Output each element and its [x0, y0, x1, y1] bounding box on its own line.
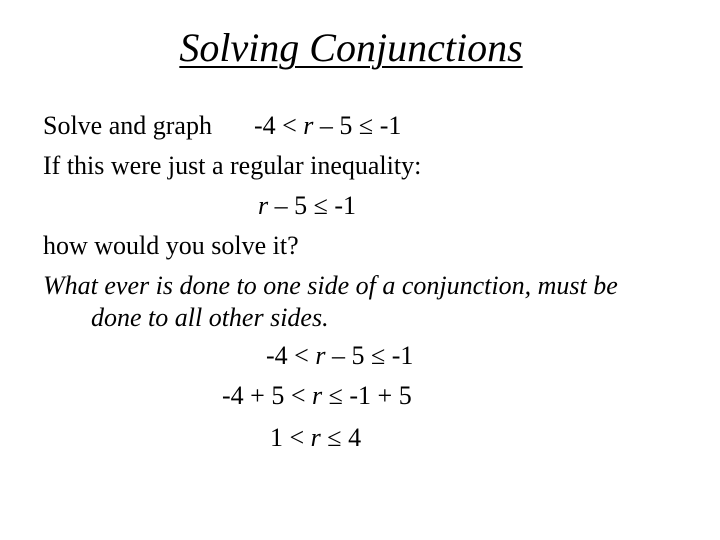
solve-question: how would you solve it? — [43, 231, 299, 260]
step-2-right: ≤ -1 + 5 — [322, 381, 412, 410]
step-3-right: ≤ 4 — [320, 423, 362, 452]
regular-inequality — [258, 191, 356, 221]
problem-variable: r — [303, 111, 314, 140]
rule-line-1: What ever is done to one side of a conjunction, must be — [43, 271, 618, 300]
slide-title — [0, 24, 702, 72]
rule-line-2: done to all other sides. — [91, 303, 329, 332]
step-2-variable: r — [311, 381, 323, 410]
step-2-left: -4 + 5 < — [222, 381, 312, 410]
step-3-variable: r — [310, 423, 321, 452]
regular-inequality-variable: r — [258, 191, 269, 220]
step-1 — [266, 341, 413, 371]
step-1-left: -4 < — [266, 341, 316, 370]
problem-eq-left: -4 < — [253, 111, 304, 140]
problem-eq-right: – 5 ≤ -1 — [313, 111, 402, 140]
step-3-solution — [270, 423, 361, 453]
regular-inequality-prompt: If this were just a regular inequality: — [43, 151, 422, 180]
step-3-left: 1 < — [270, 423, 311, 452]
regular-inequality-rest: – 5 ≤ -1 — [268, 191, 357, 220]
slide-title-text: Solving Conjunctions — [179, 25, 523, 70]
problem-statement — [43, 111, 401, 141]
step-1-right: – 5 ≤ -1 — [325, 341, 414, 370]
step-2 — [222, 381, 412, 411]
problem-prefix: Solve and graph — [43, 111, 212, 140]
step-1-variable: r — [315, 341, 326, 370]
